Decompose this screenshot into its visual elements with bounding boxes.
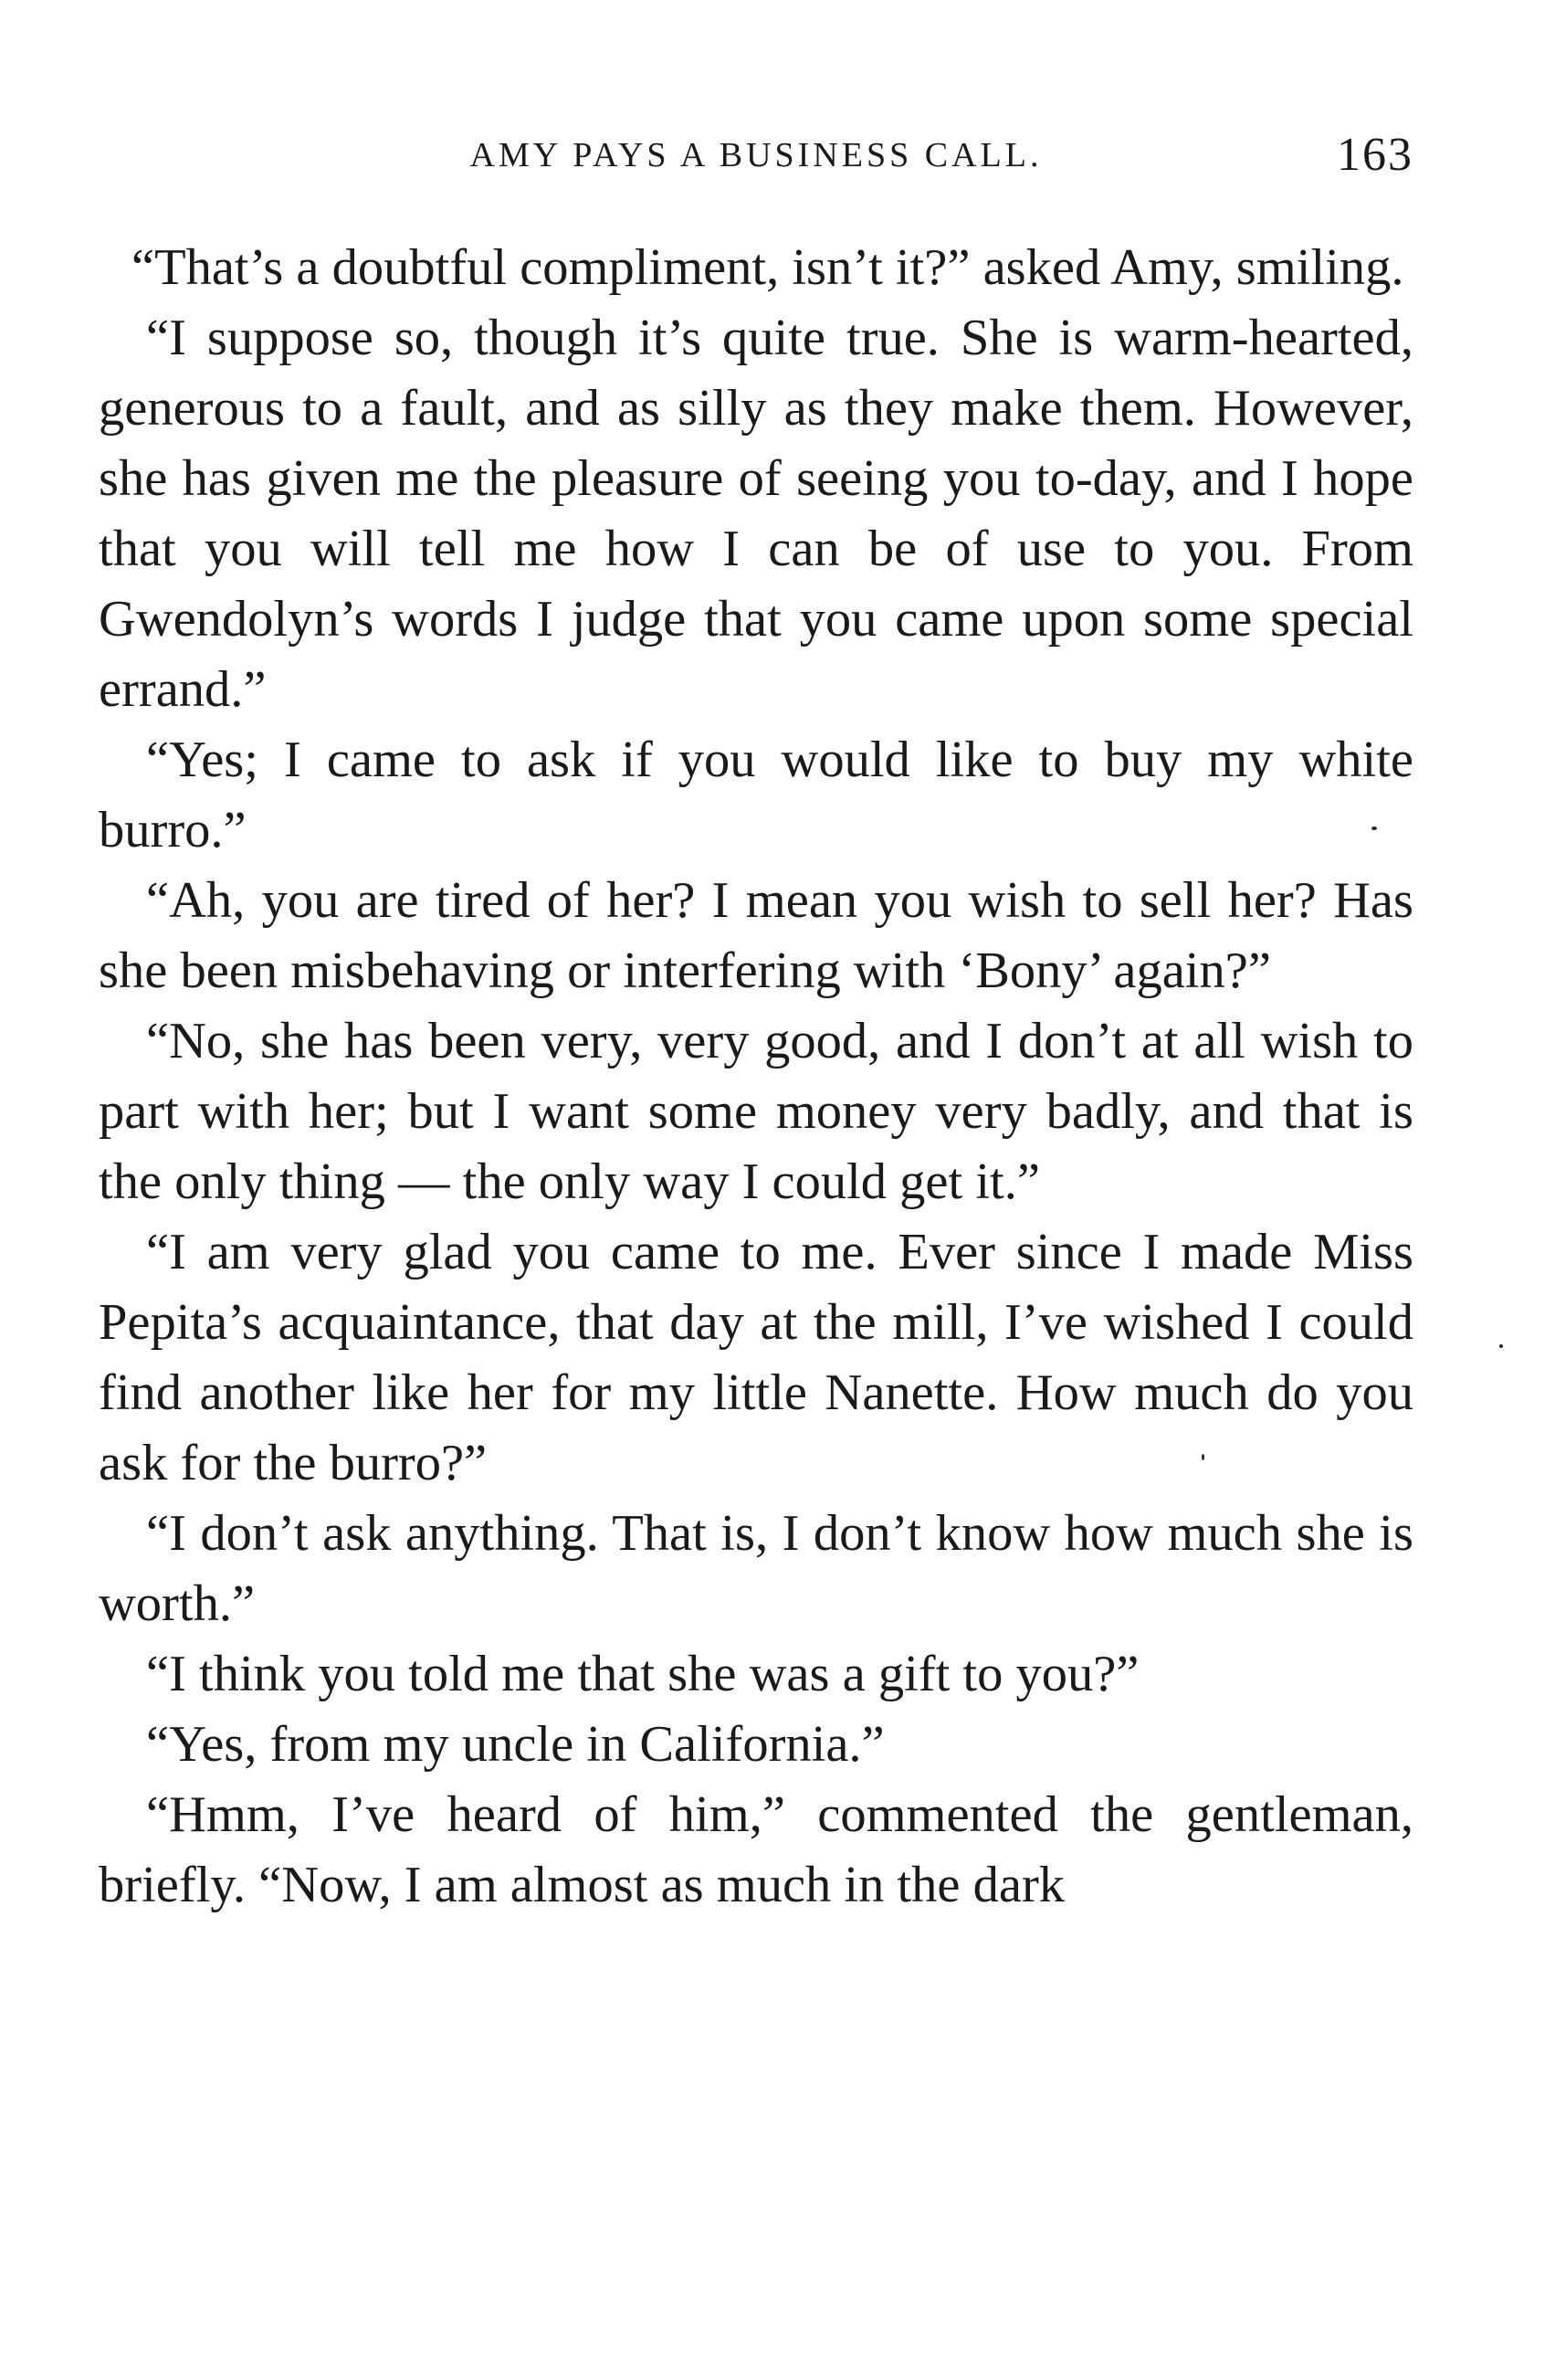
page-number: 163	[1337, 129, 1413, 181]
paragraph: “No, she has been very, very good, and I don’t at all wish to part with her; but I want some money very badly, and that is the only thing — the only way I could get it.”	[99, 1013, 1413, 1210]
body-text	[99, 233, 1413, 1921]
paragraph: “I am very glad you came to me. Ever since I made Miss Pepita’s acquaintance, that day at the mill, I’ve wished I could find another like her for my little Nanette. How much do you ask for the burro?”	[99, 1224, 1413, 1491]
paragraph: “Yes, from my uncle in California.”	[146, 1716, 885, 1773]
paragraph: “Ah, you are tired of her? I mean you wish to sell her? Has she been misbehaving or interfering with ‘Bony’ again?”	[99, 872, 1413, 999]
print-speck	[1371, 827, 1377, 830]
running-head	[99, 128, 1413, 183]
print-speck	[1499, 1344, 1503, 1348]
paragraph: “That’s a doubtful compliment, isn’t it?” asked Amy, smiling.	[131, 239, 1404, 296]
paragraph: “I don’t ask anything. That is, I don’t know how much she is worth.”	[99, 1505, 1413, 1632]
paragraph: “I suppose so, though it’s quite true. She is warm-hearted, generous to a fault, and as silly as they make them. However, she has given me the pleasure of seeing you to-day, and I hope that you will tell me how I can be of use to you. From Gwendolyn’s words I judge that you came upon some special errand.”	[99, 310, 1413, 718]
paragraph: “Hmm, I’ve heard of him,” commented the gentleman, briefly. “Now, I am almost as much in the dark	[99, 1786, 1413, 1913]
running-title: AMY PAYS A BUSINESS CALL.	[469, 136, 1043, 174]
paragraph: “Yes; I came to ask if you would like to buy my white burro.”	[99, 732, 1413, 858]
print-speck	[1202, 1454, 1204, 1460]
paragraph: “I think you told me that she was a gift to you?”	[146, 1646, 1140, 1702]
